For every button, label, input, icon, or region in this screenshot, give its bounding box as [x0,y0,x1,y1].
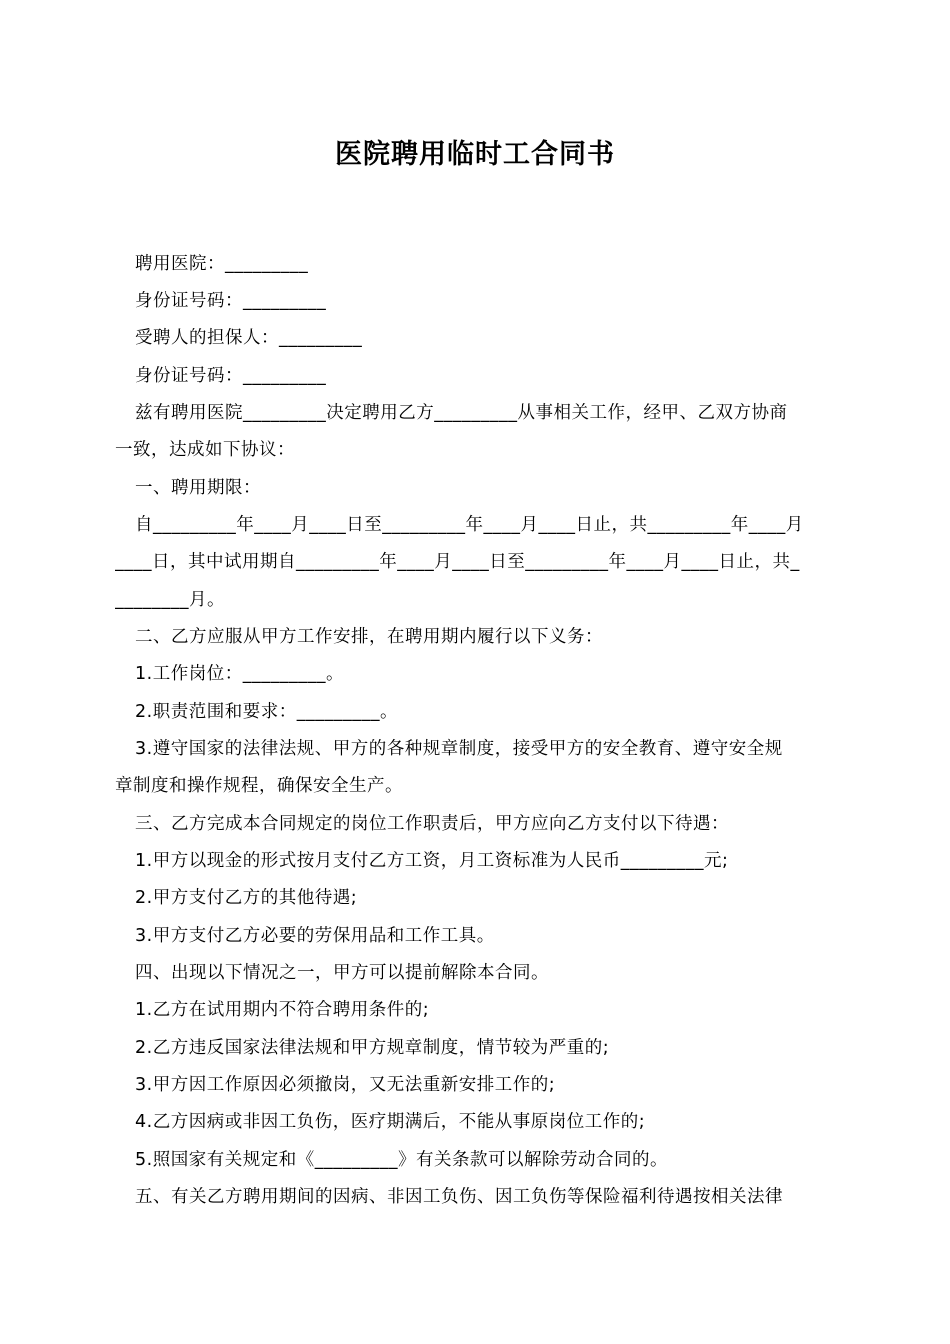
paragraph-term: 自_________年____月____日至_________年____月____日止，共_________年____月 [135,515,804,535]
list-item: 2.乙方违反国家法律法规和甲方规章制度，情节较为严重的; [135,1038,610,1058]
list-item: 3.甲方支付乙方必要的劳保用品和工作工具。 [135,926,495,946]
document-title: 医院聘用临时工合同书 [335,139,615,170]
paragraph-term-end: ________月。 [115,590,225,610]
list-item: 1.甲方以现金的形式按月支付乙方工资，月工资标准为人民币_________元; [135,851,729,871]
section-heading-benefits: 三、乙方完成本合同规定的岗位工作职责后，甲方应向乙方支付以下待遇： [135,814,729,834]
list-item: 3.遵守国家的法律法规、甲方的各种规章制度，接受甲方的安全教育、遵守安全规 [135,739,783,759]
paragraph-intro-cont: 一致，达成如下协议： [115,440,295,460]
field-id-number: 身份证号码：_________ [135,291,327,311]
list-item-cont: 章制度和操作规程，确保安全生产。 [115,776,403,796]
section-heading-termination: 四、出现以下情况之一，甲方可以提前解除本合同。 [135,963,549,983]
section-heading-term: 一、聘用期限： [135,478,261,498]
list-item: 2.甲方支付乙方的其他待遇; [135,888,358,908]
field-guarantor-id-number: 身份证号码：_________ [135,366,327,386]
section-heading-duties: 二、乙方应服从甲方工作安排，在聘用期内履行以下义务： [135,627,603,647]
list-item: 5.照国家有关规定和《_________》有关条款可以解除劳动合同的。 [135,1150,668,1170]
paragraph-term-cont: ____日，其中试用期自_________年____月____日至_________年____月____日止，共_ [115,552,800,572]
list-item: 1.乙方在试用期内不符合聘用条件的; [135,1000,430,1020]
list-item: 4.乙方因病或非因工负伤，医疗期满后，不能从事原岗位工作的; [135,1112,646,1132]
list-item: 2.职责范围和要求：_________。 [135,702,398,722]
paragraph-intro: 兹有聘用医院_________决定聘用乙方_________从事相关工作，经甲、乙双方协商 [135,403,788,423]
field-hospital: 聘用医院：_________ [135,254,309,274]
list-item: 3.甲方因工作原因必须撤岗，又无法重新安排工作的; [135,1075,556,1095]
section-heading-insurance: 五、有关乙方聘用期间的因病、非因工负伤、因工负伤等保险福利待遇按相关法律 [135,1187,783,1207]
list-item: 1.工作岗位：_________。 [135,664,344,684]
field-guarantor: 受聘人的担保人：_________ [135,328,363,348]
